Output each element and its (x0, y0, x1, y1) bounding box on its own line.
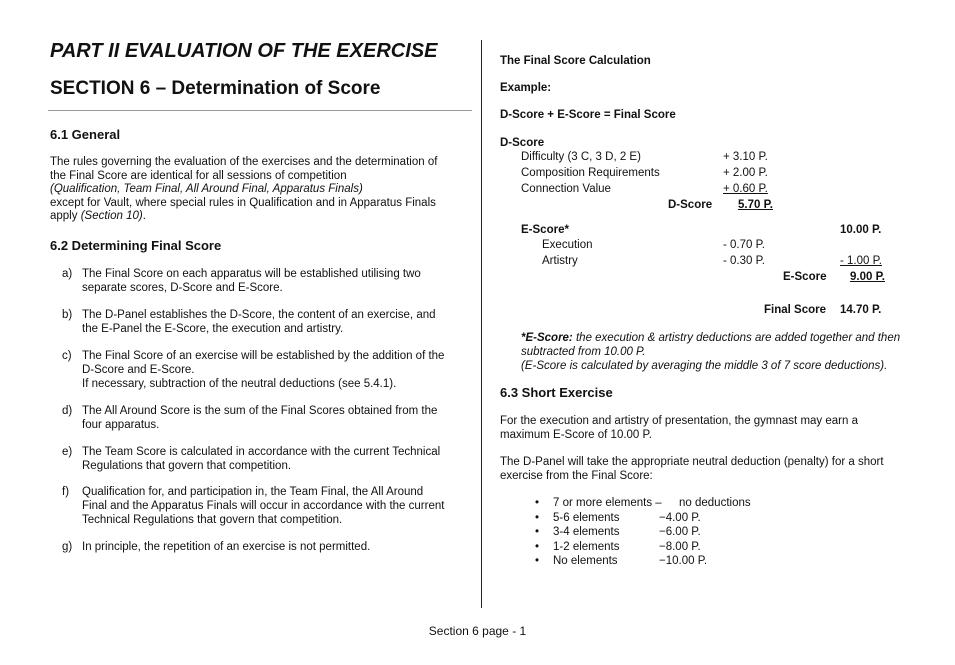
general-line: except for Vault, where special rules in Qualification and in Apparatus Finals (50, 196, 436, 209)
general-line: apply (50, 210, 81, 222)
escore-start-value: 10.00 P. (840, 224, 882, 236)
final-score-label: Final Score (764, 304, 826, 316)
element-count: 7 or more elements – (553, 497, 662, 509)
dscore-row-value: + 0.60 P. (723, 183, 768, 195)
general-line: (Qualification, Team Final, All Around Final, Apparatus Finals) (50, 183, 363, 195)
dscore-total-label: D-Score (668, 199, 713, 211)
short-exercise-heading: 6.3 Short Exercise (500, 385, 613, 400)
short-exercise-paragraph: The D-Panel will take the appropriate neutral deduction (penalty) for a short exercise from the Final Score: (500, 456, 884, 482)
list-marker: g) (62, 541, 73, 553)
element-count: No elements (553, 555, 618, 567)
part-title: PART II EVALUATION OF THE EXERCISE (50, 40, 438, 62)
general-heading: 6.1 General (50, 127, 121, 142)
escore-total-label: E-Score (783, 271, 827, 283)
deduction-value: −6.00 P. (659, 526, 701, 538)
list-item: f) Qualification for, and participation in, the Team Final, the All Around Final and the Apparatus Finals will occur in accordance with the current Technical Regulations that govern that competition. (62, 486, 445, 526)
escore-row-label: Artistry (542, 255, 578, 267)
element-count: 3-4 elements (553, 526, 620, 538)
deduction-value: −10.00 P. (659, 555, 708, 567)
final-score-value: 14.70 P. (840, 304, 882, 316)
page-footer: Section 6 page - 1 (428, 624, 527, 638)
list-item: c) The Final Score of an exercise will be established by the addition of the D-Score and E-Score. If necessary, subtraction of the neutral deductions (see 5.4.1). (62, 350, 445, 390)
list-item: g) In principle, the repetition of an exercise is not permitted. (62, 541, 371, 553)
escore-row-value: - 0.30 P. (723, 255, 765, 267)
general-paragraph: The rules governing the evaluation of the exercises and the determination of the Final Score are identical for all sessions of competition (Qualification, Team Final, All Around Final, Apparatus Finals) except for Vault, where special rules in Qualification and in Apparatus Finals apply (Section 10). (50, 156, 475, 224)
note-marker: *E-Score: (521, 332, 573, 344)
score-formula: D-Score + E-Score = Final Score (500, 109, 676, 121)
dscore-heading: D-Score (500, 137, 545, 149)
escore-heading: E-Score* (521, 224, 569, 236)
list-item: a) The Final Score on each apparatus will be established utilising two separate scores, D-Score and E-Score. (62, 268, 421, 294)
example-label: Example: (500, 82, 552, 94)
dscore-row-label: Connection Value (521, 183, 611, 195)
element-count: 5-6 elements (553, 511, 620, 524)
dscore-row-value: + 2.00 P. (723, 167, 768, 179)
section-reference: (Section 10) (80, 210, 143, 222)
section-title: SECTION 6 – Determination of Score (50, 78, 381, 99)
list-marker: d) (62, 405, 73, 417)
list-item: e) The Team Score is calculated in accordance with the current Technical Regulations that govern that competition. (62, 446, 441, 472)
escore-note: *E-Score: the execution & artistry deductions are added together and then subtracted from 10.00 P. (E-Score is calculated by averaging the middle 3 of 7 score deductions). (521, 332, 901, 372)
list-item: d) The All Around Score is the sum of the Final Scores obtained from the four apparatus. (62, 405, 438, 431)
escore-row-label: Execution (542, 239, 593, 251)
short-exercise-paragraph: For the execution and artistry of presentation, the gymnast may earn a maximum E-Score of 10.00 P. (500, 415, 858, 441)
list-marker: c) (62, 350, 72, 362)
escore-deduction-total: - 1.00 P. (840, 255, 882, 267)
list-marker: b) (62, 309, 73, 321)
dscore-row-value: + 3.10 P. (723, 151, 768, 163)
final-score-heading: 6.2 Determining Final Score (50, 238, 222, 253)
general-line: the Final Score are identical for all sessions of competition (50, 169, 347, 182)
dscore-total-value: 5.70 P. (738, 199, 773, 211)
column-divider (481, 40, 482, 608)
deduction-value: −4.00 P. (659, 511, 701, 524)
dscore-row-label: Difficulty (3 C, 3 D, 2 E) (521, 151, 641, 163)
deduction-value: −8.00 P. (659, 540, 701, 553)
element-count: 1-2 elements (553, 540, 620, 553)
list-item: b) The D-Panel establishes the D-Score, the content of an exercise, and the E-Panel the E-Score, the execution and artistry. (62, 309, 436, 335)
list-marker: f) (62, 486, 70, 498)
escore-row-value: - 0.70 P. (723, 239, 765, 251)
dscore-row-label: Composition Requirements (521, 167, 660, 179)
title-rule (48, 110, 472, 111)
general-line: The rules governing the evaluation of the exercises and the determination of (50, 156, 438, 168)
calculation-title: The Final Score Calculation (500, 55, 651, 67)
list-marker: a) (62, 268, 73, 280)
escore-total-value: 9.00 P. (850, 271, 885, 283)
deduction-value: no deductions (679, 497, 751, 509)
list-marker: e) (62, 446, 73, 458)
